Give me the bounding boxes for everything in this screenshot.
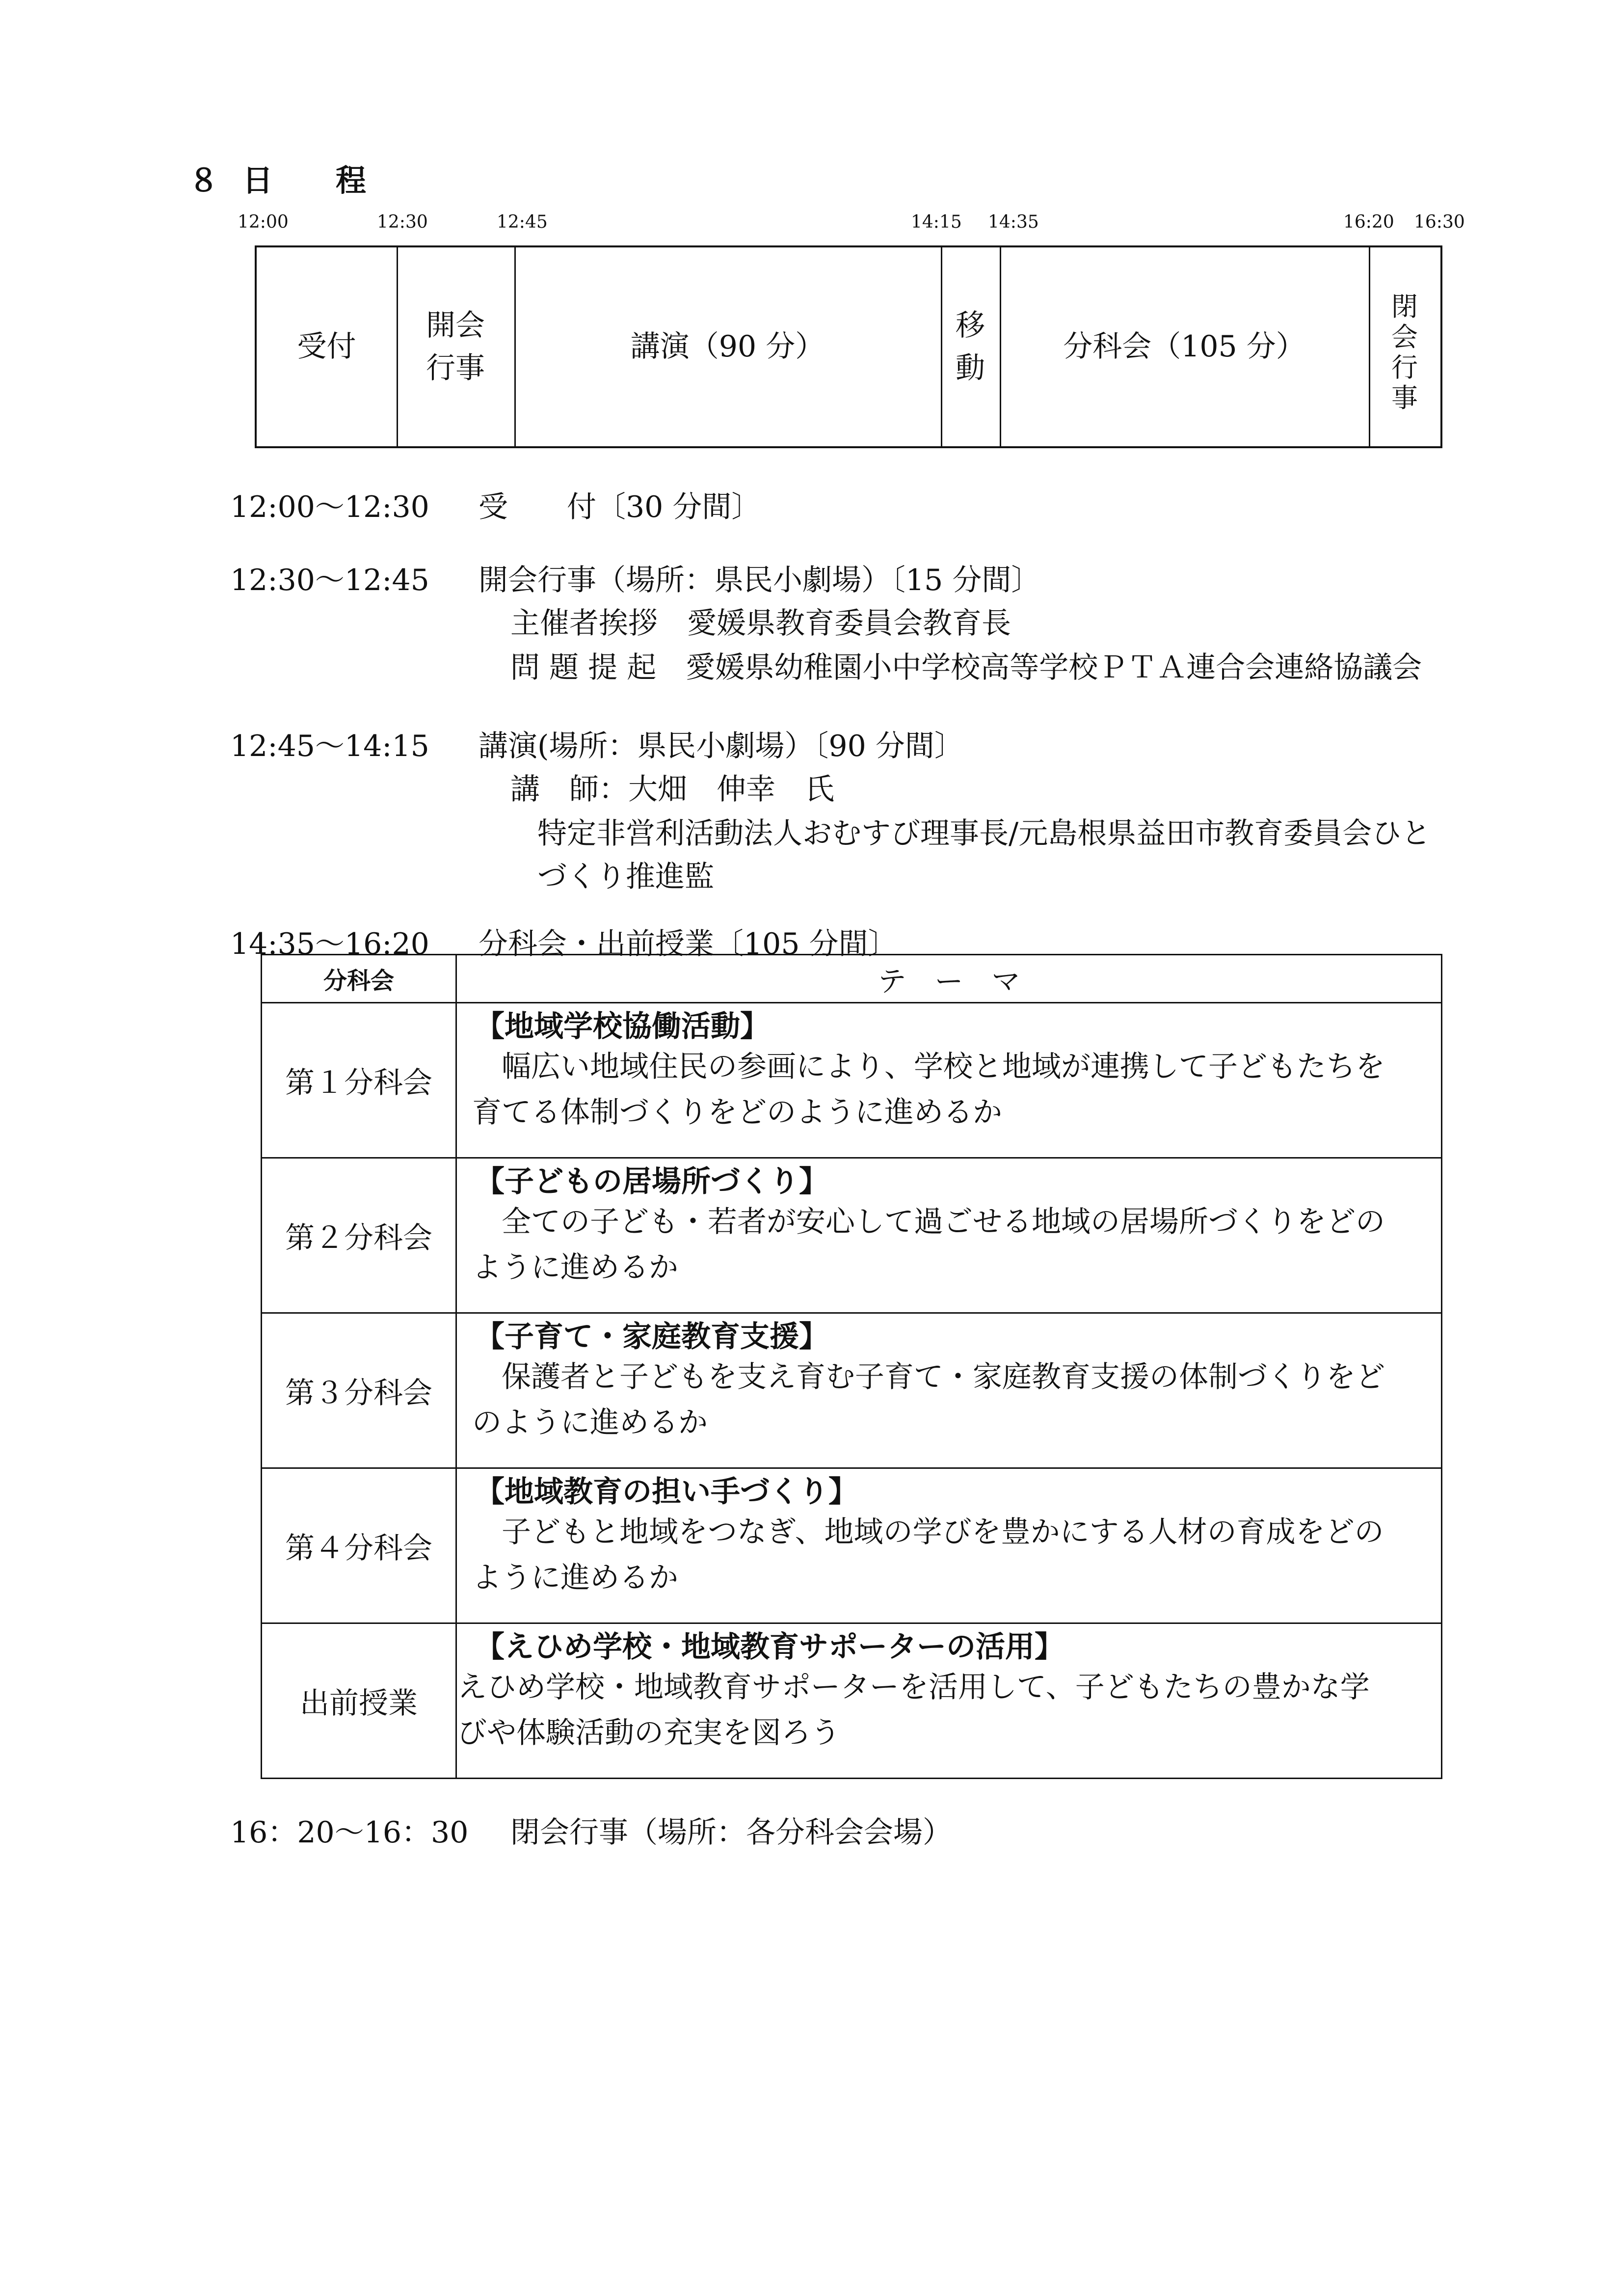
segment-label-char: 会 bbox=[1391, 322, 1418, 353]
segment-label-line: 動 bbox=[956, 351, 985, 385]
lecture-affiliation: 特定非営利活動法人おむすび理事長/元島根県益田市教育委員会ひと bbox=[537, 816, 1431, 851]
segment-label-line: 行事 bbox=[426, 351, 485, 385]
reception-time: 12:00～12:30 bbox=[230, 490, 429, 524]
session-desc: びや体験活動の充実を図ろう bbox=[457, 1716, 840, 1750]
session-name: 第２分科会 bbox=[262, 1158, 456, 1313]
session-title: 【地域学校協働活動】 bbox=[475, 1009, 770, 1044]
session-theme bbox=[456, 1468, 1442, 1623]
breakout-time: 14:35～16:20 bbox=[230, 927, 429, 961]
segment-label-char: 閉 bbox=[1391, 291, 1418, 322]
table-header-session: 分科会 bbox=[262, 955, 456, 1003]
table-row bbox=[262, 1313, 1442, 1468]
session-desc: 育てる体制づくりをどのように進めるか bbox=[472, 1095, 1002, 1130]
session-title: 【えひめ学校・地域教育サポーターの活用】 bbox=[475, 1630, 1064, 1664]
lecture-speaker: 講 師：大畑 伸幸 氏 bbox=[510, 772, 834, 807]
table-row bbox=[262, 1623, 1442, 1779]
segment-label: 受付 bbox=[297, 329, 356, 364]
opening-label: 開会行事（場所：県民小劇場）〔15 分間〕 bbox=[479, 563, 1041, 597]
session-desc: 全ての子ども・若者が安心して過ごせる地域の居場所づくりをどの bbox=[502, 1205, 1385, 1239]
session-title: 【地域教育の担い手づくり】 bbox=[475, 1475, 858, 1509]
session-theme bbox=[456, 1623, 1442, 1779]
session-theme bbox=[456, 1003, 1442, 1158]
session-title: 【子どもの居場所づくり】 bbox=[475, 1164, 828, 1199]
table-row bbox=[262, 1003, 1442, 1158]
section-heading bbox=[188, 156, 366, 200]
timeline-segment-lecture bbox=[514, 247, 942, 446]
timeline-tick: 14:35 bbox=[988, 212, 1039, 232]
breakout-label: 分科会・出前授業〔105 分間〕 bbox=[479, 927, 898, 961]
opening-proposal: 問 題 提 起 愛媛県幼稚園小中学校高等学校ＰＴＡ連合会連絡協議会 bbox=[510, 650, 1422, 685]
timeline-tick: 12:30 bbox=[377, 212, 428, 232]
timeline-tick: 14:15 bbox=[911, 212, 962, 232]
table-header-theme: テ ー マ bbox=[456, 955, 1442, 1003]
opening-greeting: 主催者挨拶 愛媛県教育委員会教育長 bbox=[510, 606, 1011, 641]
timeline-segment-breakout bbox=[1000, 247, 1370, 446]
table-row bbox=[262, 1158, 1442, 1313]
segment-label-char: 事 bbox=[1391, 382, 1418, 414]
session-title: 【子育て・家庭教育支援】 bbox=[475, 1320, 828, 1354]
session-name: 第４分科会 bbox=[262, 1468, 456, 1623]
table-row bbox=[262, 1468, 1442, 1623]
timeline-tick: 12:45 bbox=[497, 212, 548, 232]
segment-label: 講演（90 分） bbox=[630, 329, 825, 364]
reception-label: 受 付〔30 分間〕 bbox=[479, 490, 761, 524]
segment-label-line: 開会 bbox=[426, 308, 485, 343]
session-desc: 子どもと地域をつなぎ、地域の学びを豊かにする人材の育成をどの bbox=[502, 1515, 1384, 1549]
session-theme bbox=[456, 1313, 1442, 1468]
timeline-segment-closing bbox=[1369, 247, 1440, 446]
section-number: ８ bbox=[188, 162, 219, 198]
session-name: 出前授業 bbox=[262, 1623, 456, 1779]
session-name: 第１分科会 bbox=[262, 1003, 456, 1158]
timeline-segment-reception bbox=[257, 247, 398, 446]
schedule-timeline bbox=[255, 245, 1442, 448]
opening-time: 12:30～12:45 bbox=[230, 563, 429, 597]
session-desc: ように進めるか bbox=[472, 1561, 678, 1595]
lecture-label: 講演(場所：県民小劇場）〔90 分間〕 bbox=[479, 729, 964, 763]
session-desc: えひめ学校・地域教育サポーターを活用して、子どもたちの豊かな学 bbox=[457, 1670, 1370, 1704]
session-theme bbox=[456, 1158, 1442, 1313]
segment-label: 分科会（105 分） bbox=[1063, 329, 1305, 364]
session-desc: ように進めるか bbox=[472, 1250, 678, 1285]
table-header-row bbox=[262, 955, 1442, 1003]
sessions-table bbox=[261, 954, 1442, 1779]
timeline-tick: 16:20 bbox=[1343, 212, 1394, 232]
timeline-segment-move bbox=[941, 247, 1001, 446]
session-desc: 保護者と子どもを支え育む子育て・家庭教育支援の体制づくりをど bbox=[502, 1360, 1385, 1394]
timeline-segment-opening bbox=[397, 247, 516, 446]
timeline-tick: 16:30 bbox=[1414, 212, 1465, 232]
timeline-tick: 12:00 bbox=[238, 212, 289, 232]
segment-label-line: 移 bbox=[956, 308, 985, 343]
closing-time: 16：20～16：30 bbox=[230, 1815, 469, 1850]
section-title-char-2: 程 bbox=[336, 162, 367, 198]
lecture-affiliation: づくり推進監 bbox=[537, 860, 714, 894]
session-name: 第３分科会 bbox=[262, 1313, 456, 1468]
closing-label: 閉会行事（場所：各分科会会場） bbox=[510, 1815, 952, 1850]
lecture-time: 12:45～14:15 bbox=[230, 729, 429, 763]
session-desc: 幅広い地域住民の参画により、学校と地域が連携して子どもたちを bbox=[502, 1050, 1385, 1084]
segment-label-char: 行 bbox=[1391, 352, 1418, 383]
session-desc: のように進めるか bbox=[472, 1405, 708, 1440]
section-title-char-1: 日 bbox=[242, 162, 273, 198]
